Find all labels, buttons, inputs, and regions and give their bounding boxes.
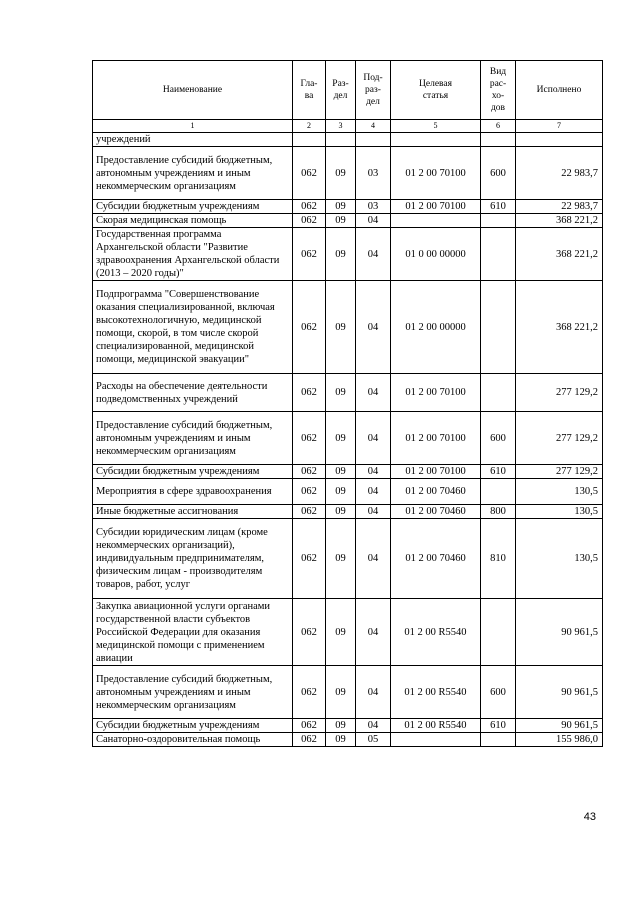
row-section-cell: 09 — [326, 200, 356, 214]
row-amount-cell — [516, 133, 603, 147]
row-chapter-cell: 062 — [293, 214, 326, 228]
row-name-cell: Предоставление субсидий бюджетным, автономным учреждениям и иным некоммерческим организациям — [93, 412, 293, 465]
row-subsection-cell: 04 — [356, 519, 391, 599]
row-chapter-cell: 062 — [293, 465, 326, 479]
row-chapter-cell — [293, 133, 326, 147]
row-target-article-cell: 01 2 00 00000 — [391, 281, 481, 374]
row-chapter-cell: 062 — [293, 666, 326, 719]
row-expense-type-cell — [481, 374, 516, 412]
column-number: 7 — [516, 120, 603, 133]
row-name-cell: Государственная программа Архангельской области "Развитие здравоохранения Архангельской области (2013 – 2020 годы)" — [93, 228, 293, 281]
row-expense-type-cell: 600 — [481, 147, 516, 200]
row-subsection-cell: 04 — [356, 599, 391, 666]
budget-table — [92, 60, 603, 747]
row-section-cell: 09 — [326, 374, 356, 412]
row-section-cell: 09 — [326, 465, 356, 479]
row-name-cell: Мероприятия в сфере здравоохранения — [93, 479, 293, 505]
row-expense-type-cell: 610 — [481, 719, 516, 733]
row-name-cell: Субсидии бюджетным учреждениям — [93, 200, 293, 214]
row-chapter-cell: 062 — [293, 281, 326, 374]
header-expense-type: Вид рас- хо- дов — [481, 61, 516, 120]
header-subsection: Под- раз- дел — [356, 61, 391, 120]
row-amount-cell: 368 221,2 — [516, 281, 603, 374]
row-name-cell: Санаторно-оздоровительная помощь — [93, 733, 293, 747]
row-name-cell: Скорая медицинская помощь — [93, 214, 293, 228]
row-subsection-cell: 04 — [356, 281, 391, 374]
header-row — [93, 61, 603, 120]
table-row — [93, 147, 603, 200]
row-subsection-cell: 04 — [356, 719, 391, 733]
row-section-cell: 09 — [326, 733, 356, 747]
header-executed: Исполнено — [516, 61, 603, 120]
header-chapter: Гла- ва — [293, 61, 326, 120]
row-expense-type-cell — [481, 479, 516, 505]
row-section-cell: 09 — [326, 281, 356, 374]
row-chapter-cell: 062 — [293, 599, 326, 666]
row-section-cell: 09 — [326, 599, 356, 666]
row-chapter-cell: 062 — [293, 733, 326, 747]
row-expense-type-cell: 610 — [481, 200, 516, 214]
row-name-cell: Субсидии бюджетным учреждениям — [93, 719, 293, 733]
header-target-article: Целевая статья — [391, 61, 481, 120]
row-target-article-cell: 01 2 00 R5540 — [391, 666, 481, 719]
row-target-article-cell: 01 2 00 70460 — [391, 505, 481, 519]
row-name-cell: Предоставление субсидий бюджетным, автономным учреждениям и иным некоммерческим организациям — [93, 147, 293, 200]
row-expense-type-cell: 610 — [481, 465, 516, 479]
table-row — [93, 133, 603, 147]
row-target-article-cell — [391, 133, 481, 147]
header-name: Наименование — [93, 61, 293, 120]
row-subsection-cell: 04 — [356, 228, 391, 281]
row-chapter-cell: 062 — [293, 374, 326, 412]
column-number: 5 — [391, 120, 481, 133]
row-chapter-cell: 062 — [293, 505, 326, 519]
row-target-article-cell: 01 2 00 R5540 — [391, 599, 481, 666]
row-amount-cell: 277 129,2 — [516, 374, 603, 412]
row-chapter-cell: 062 — [293, 200, 326, 214]
row-subsection-cell — [356, 133, 391, 147]
column-number: 6 — [481, 120, 516, 133]
table-row — [93, 599, 603, 666]
table-row — [93, 519, 603, 599]
row-amount-cell: 155 986,0 — [516, 733, 603, 747]
row-target-article-cell: 01 2 00 70100 — [391, 147, 481, 200]
row-amount-cell: 22 983,7 — [516, 147, 603, 200]
row-amount-cell: 130,5 — [516, 519, 603, 599]
table-body — [93, 133, 603, 747]
row-section-cell: 09 — [326, 214, 356, 228]
row-section-cell: 09 — [326, 719, 356, 733]
row-subsection-cell: 04 — [356, 412, 391, 465]
column-number: 3 — [326, 120, 356, 133]
row-amount-cell: 368 221,2 — [516, 228, 603, 281]
row-expense-type-cell: 800 — [481, 505, 516, 519]
row-amount-cell: 90 961,5 — [516, 719, 603, 733]
row-expense-type-cell: 810 — [481, 519, 516, 599]
row-amount-cell: 277 129,2 — [516, 465, 603, 479]
row-name-cell: Субсидии бюджетным учреждениям — [93, 465, 293, 479]
row-name-cell: Субсидии юридическим лицам (кроме некоммерческих организаций), индивидуальным предпринимателям, физическим лицам - производителям товаров, работ, услуг — [93, 519, 293, 599]
row-target-article-cell: 01 2 00 70100 — [391, 412, 481, 465]
header-section: Раз- дел — [326, 61, 356, 120]
column-number-row — [93, 120, 603, 133]
row-target-article-cell: 01 2 00 70460 — [391, 519, 481, 599]
row-chapter-cell: 062 — [293, 412, 326, 465]
row-section-cell: 09 — [326, 505, 356, 519]
column-number: 1 — [93, 120, 293, 133]
row-subsection-cell: 04 — [356, 666, 391, 719]
row-chapter-cell: 062 — [293, 228, 326, 281]
row-target-article-cell: 01 2 00 70100 — [391, 374, 481, 412]
table-row — [93, 719, 603, 733]
row-subsection-cell: 04 — [356, 505, 391, 519]
row-expense-type-cell — [481, 228, 516, 281]
table-row — [93, 200, 603, 214]
table-row — [93, 733, 603, 747]
row-name-cell: Закупка авиационной услуги органами государственной власти субъектов Российской Федерации для оказания медицинской помощи с применением авиации — [93, 599, 293, 666]
column-number: 4 — [356, 120, 391, 133]
table-row — [93, 214, 603, 228]
row-name-cell: Подпрограмма "Совершенствование оказания специализированной, включая высокотехнологичную, медицинской помощи, скорой, в том числе скорой специализированной, медицинской помощи, медицинской эвакуации" — [93, 281, 293, 374]
row-section-cell — [326, 133, 356, 147]
row-name-cell: Иные бюджетные ассигнования — [93, 505, 293, 519]
row-amount-cell: 22 983,7 — [516, 200, 603, 214]
table-row — [93, 666, 603, 719]
row-chapter-cell: 062 — [293, 479, 326, 505]
column-number: 2 — [293, 120, 326, 133]
table-row — [93, 412, 603, 465]
row-name-cell: Расходы на обеспечение деятельности подведомственных учреждений — [93, 374, 293, 412]
table-row — [93, 465, 603, 479]
row-expense-type-cell: 600 — [481, 666, 516, 719]
row-amount-cell: 90 961,5 — [516, 599, 603, 666]
row-target-article-cell: 01 2 00 70100 — [391, 200, 481, 214]
row-subsection-cell: 04 — [356, 479, 391, 505]
table-row — [93, 281, 603, 374]
row-section-cell: 09 — [326, 479, 356, 505]
row-subsection-cell: 04 — [356, 465, 391, 479]
table-row — [93, 505, 603, 519]
row-target-article-cell: 01 2 00 70100 — [391, 465, 481, 479]
row-amount-cell: 130,5 — [516, 505, 603, 519]
row-name-cell: учреждений — [93, 133, 293, 147]
table-row — [93, 374, 603, 412]
row-section-cell: 09 — [326, 666, 356, 719]
row-expense-type-cell — [481, 133, 516, 147]
page-number: 43 — [583, 811, 596, 823]
row-subsection-cell: 03 — [356, 200, 391, 214]
row-section-cell: 09 — [326, 519, 356, 599]
row-subsection-cell: 04 — [356, 374, 391, 412]
row-amount-cell: 90 961,5 — [516, 666, 603, 719]
row-subsection-cell: 04 — [356, 214, 391, 228]
row-chapter-cell: 062 — [293, 147, 326, 200]
table-row — [93, 479, 603, 505]
table-row — [93, 228, 603, 281]
row-expense-type-cell — [481, 599, 516, 666]
row-name-cell: Предоставление субсидий бюджетным, автономным учреждениям и иным некоммерческим организациям — [93, 666, 293, 719]
row-amount-cell: 277 129,2 — [516, 412, 603, 465]
row-chapter-cell: 062 — [293, 719, 326, 733]
row-expense-type-cell — [481, 281, 516, 374]
row-section-cell: 09 — [326, 412, 356, 465]
row-expense-type-cell — [481, 733, 516, 747]
row-target-article-cell: 01 2 00 70460 — [391, 479, 481, 505]
row-subsection-cell: 03 — [356, 147, 391, 200]
row-expense-type-cell: 600 — [481, 412, 516, 465]
row-section-cell: 09 — [326, 147, 356, 200]
row-target-article-cell: 01 2 00 R5540 — [391, 719, 481, 733]
row-amount-cell: 368 221,2 — [516, 214, 603, 228]
row-subsection-cell: 05 — [356, 733, 391, 747]
row-expense-type-cell — [481, 214, 516, 228]
row-chapter-cell: 062 — [293, 519, 326, 599]
row-section-cell: 09 — [326, 228, 356, 281]
row-target-article-cell: 01 0 00 00000 — [391, 228, 481, 281]
row-target-article-cell — [391, 214, 481, 228]
row-amount-cell: 130,5 — [516, 479, 603, 505]
row-target-article-cell — [391, 733, 481, 747]
